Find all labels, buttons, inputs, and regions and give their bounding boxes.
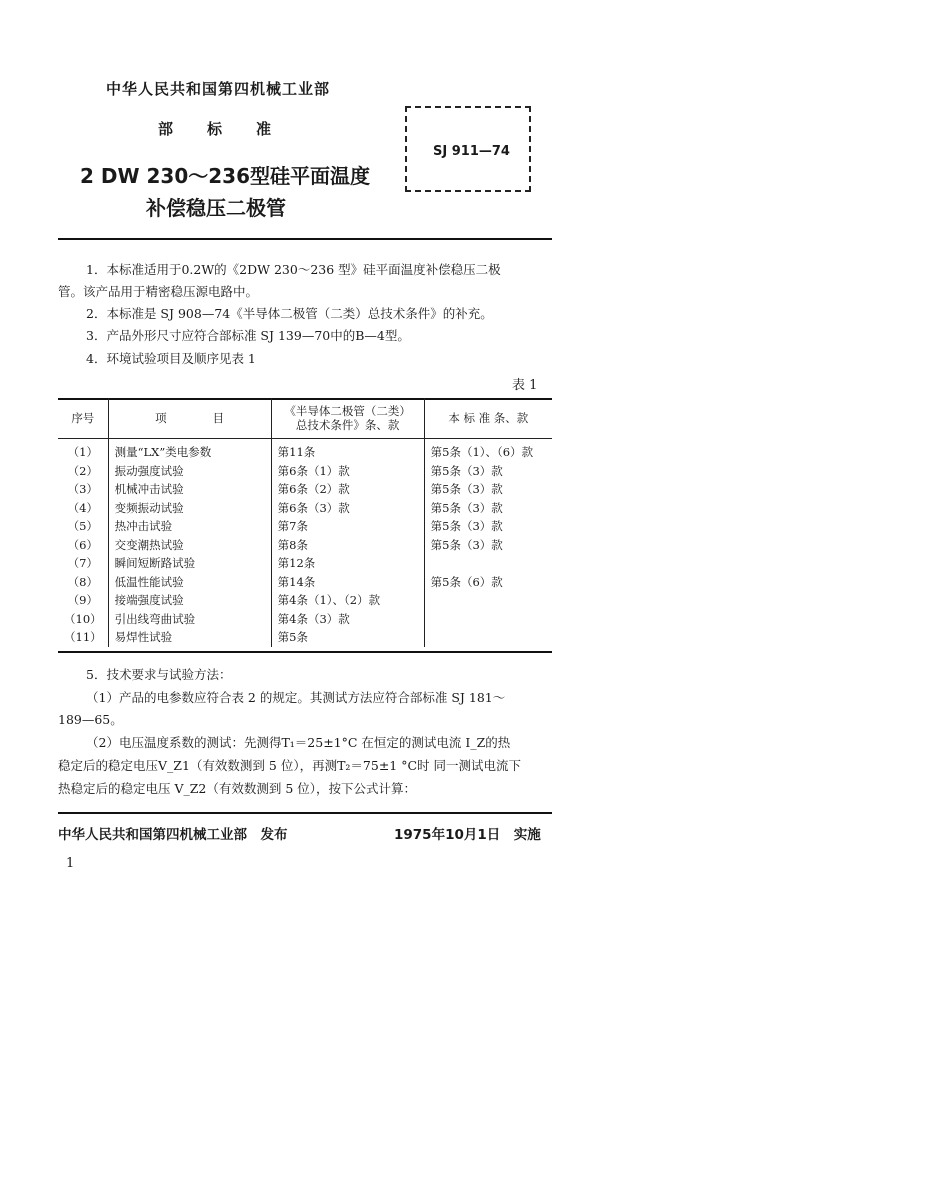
ministry-name: 中华人民共和国第四机械工业部 (106, 80, 331, 98)
document-title-line2: 补偿稳压二极管 (146, 196, 286, 220)
paragraph-4: 4．环境试验项目及顺序见表 1 (86, 351, 256, 366)
header-general-clause (271, 398, 424, 439)
cell-general-clause: 第11条 (271, 439, 424, 462)
cell-no: （11） (58, 628, 108, 647)
cell-no: （3） (58, 480, 108, 499)
cell-general-clause: 第6条（1）款 (271, 462, 424, 481)
cell-this-standard: 第5条（3）款 (430, 537, 503, 552)
section5-item1b: 189—65。 (58, 712, 123, 727)
table-row (58, 573, 552, 592)
section5-heading: 5．技术要求与试验方法： (86, 667, 232, 682)
table-bottom-rule (58, 651, 552, 653)
cell-item: 交变潮热试验 (108, 536, 271, 555)
cell-general-clause: 第6条（3）款 (271, 499, 424, 518)
cell-no: （10） (58, 610, 108, 629)
cell-no: （6） (58, 536, 108, 555)
cell-no: （7） (58, 554, 108, 573)
cell-item: 易焊性试验 (108, 628, 271, 647)
paragraph-1a: 1．本标准适用于0.2W的《2DW 230～236 型》硅平面温度补偿稳压二极 (86, 262, 501, 277)
section5-item2a: （2）电压温度系数的测试：先测得T₁＝25±1°C 在恒定的测试电流 I_Z的热 (86, 735, 511, 750)
cell-item: 引出线弯曲试验 (108, 610, 271, 629)
cell-general-clause: 第4条（1）、（2）款 (271, 591, 424, 610)
paragraph-2: 2．本标准是 SJ 908—74《半导体二极管（二类）总技术条件》的补充。 (86, 306, 493, 321)
header-this-standard: 本 标 准 条、款 (424, 398, 552, 439)
table-row (58, 480, 552, 499)
cell-general-clause: 第5条 (271, 628, 424, 647)
cell-this-standard (424, 628, 552, 647)
paragraph-1b: 管。该产品用于精密稳压源电路中。 (58, 284, 259, 299)
header-item: 项 目 (108, 398, 271, 439)
cell-this-standard (424, 554, 552, 573)
cell-this-standard: 第5条（1）、（6）款 (430, 445, 534, 460)
cell-this-standard (424, 591, 552, 610)
cell-this-standard: 第5条（3）款 (430, 463, 503, 478)
cell-no: （9） (58, 591, 108, 610)
standard-code-box (405, 106, 531, 192)
table-row (58, 591, 552, 610)
section5-item2c: 热稳定后的稳定电压 V_Z2（有效数测到 5 位），按下公式计算： (58, 781, 417, 796)
cell-no: （5） (58, 517, 108, 536)
cell-this-standard: 第5条（3）款 (430, 500, 503, 515)
cell-general-clause: 第7条 (271, 517, 424, 536)
cell-no: （4） (58, 499, 108, 518)
cell-item: 变频振动试验 (108, 499, 271, 518)
cell-general-clause: 第8条 (271, 536, 424, 555)
cell-this-standard: 第5条（6）款 (430, 574, 503, 589)
section5-item1a: （1）产品的电参数应符合表 2 的规定。其测试方法应符合部标准 SJ 181～ (86, 690, 506, 705)
cell-general-clause: 第6条（2）款 (271, 480, 424, 499)
cell-no: （1） (58, 439, 108, 462)
cell-this-standard: 第5条（3）款 (430, 482, 503, 497)
standard-type-char: 部 (158, 120, 174, 138)
page-number: 1 (66, 856, 75, 871)
section5-item2b: 稳定后的稳定电压V_Z1（有效数测到 5 位），再测T₂＝75±1 °C时 同一测试电流下 (58, 758, 522, 773)
standard-type-char: 准 (256, 120, 272, 138)
header-general-l1: 《半导体二极管（二类） (284, 404, 411, 418)
cell-this-standard: 第5条（3）款 (430, 519, 503, 534)
table-row (58, 439, 552, 462)
cell-item: 低温性能试验 (108, 573, 271, 592)
cell-no: （8） (58, 573, 108, 592)
cell-item: 振动强度试验 (108, 462, 271, 481)
table-row (58, 517, 552, 536)
standard-type-char: 标 (207, 120, 223, 138)
table-row (58, 554, 552, 573)
footer-date: 1975年10月1日 实施 (394, 827, 541, 843)
cell-this-standard (424, 610, 552, 629)
table-row (58, 536, 552, 555)
header-general-l2: 总技术条件》条、款 (295, 418, 400, 432)
table-row (58, 628, 552, 647)
cell-general-clause: 第4条（3）款 (271, 610, 424, 629)
table-row (58, 499, 552, 518)
cell-item: 接端强度试验 (108, 591, 271, 610)
document-title-line1: 2 DW 230～236型硅平面温度 (80, 164, 370, 188)
cell-no: （2） (58, 462, 108, 481)
cell-item: 测量“LX”类电参数 (108, 439, 271, 462)
environment-test-table (58, 398, 552, 647)
standard-code: SJ 911—74 (433, 144, 510, 159)
paragraph-3: 3．产品外形尺寸应符合部标准 SJ 139—70中的B—4型。 (86, 328, 410, 343)
table-row (58, 462, 552, 481)
cell-item: 机械冲击试验 (108, 480, 271, 499)
footer-publisher: 中华人民共和国第四机械工业部 发布 (58, 827, 288, 843)
cell-item: 瞬间短断路试验 (108, 554, 271, 573)
cell-general-clause: 第12条 (271, 554, 424, 573)
cell-general-clause: 第14条 (271, 573, 424, 592)
standard-type (158, 118, 305, 139)
header-divider (58, 238, 552, 240)
footer-divider (58, 812, 552, 814)
table-caption: 表 1 (512, 378, 538, 393)
header-no: 序号 (58, 398, 108, 439)
cell-item: 热冲击试验 (108, 517, 271, 536)
table-row (58, 610, 552, 629)
